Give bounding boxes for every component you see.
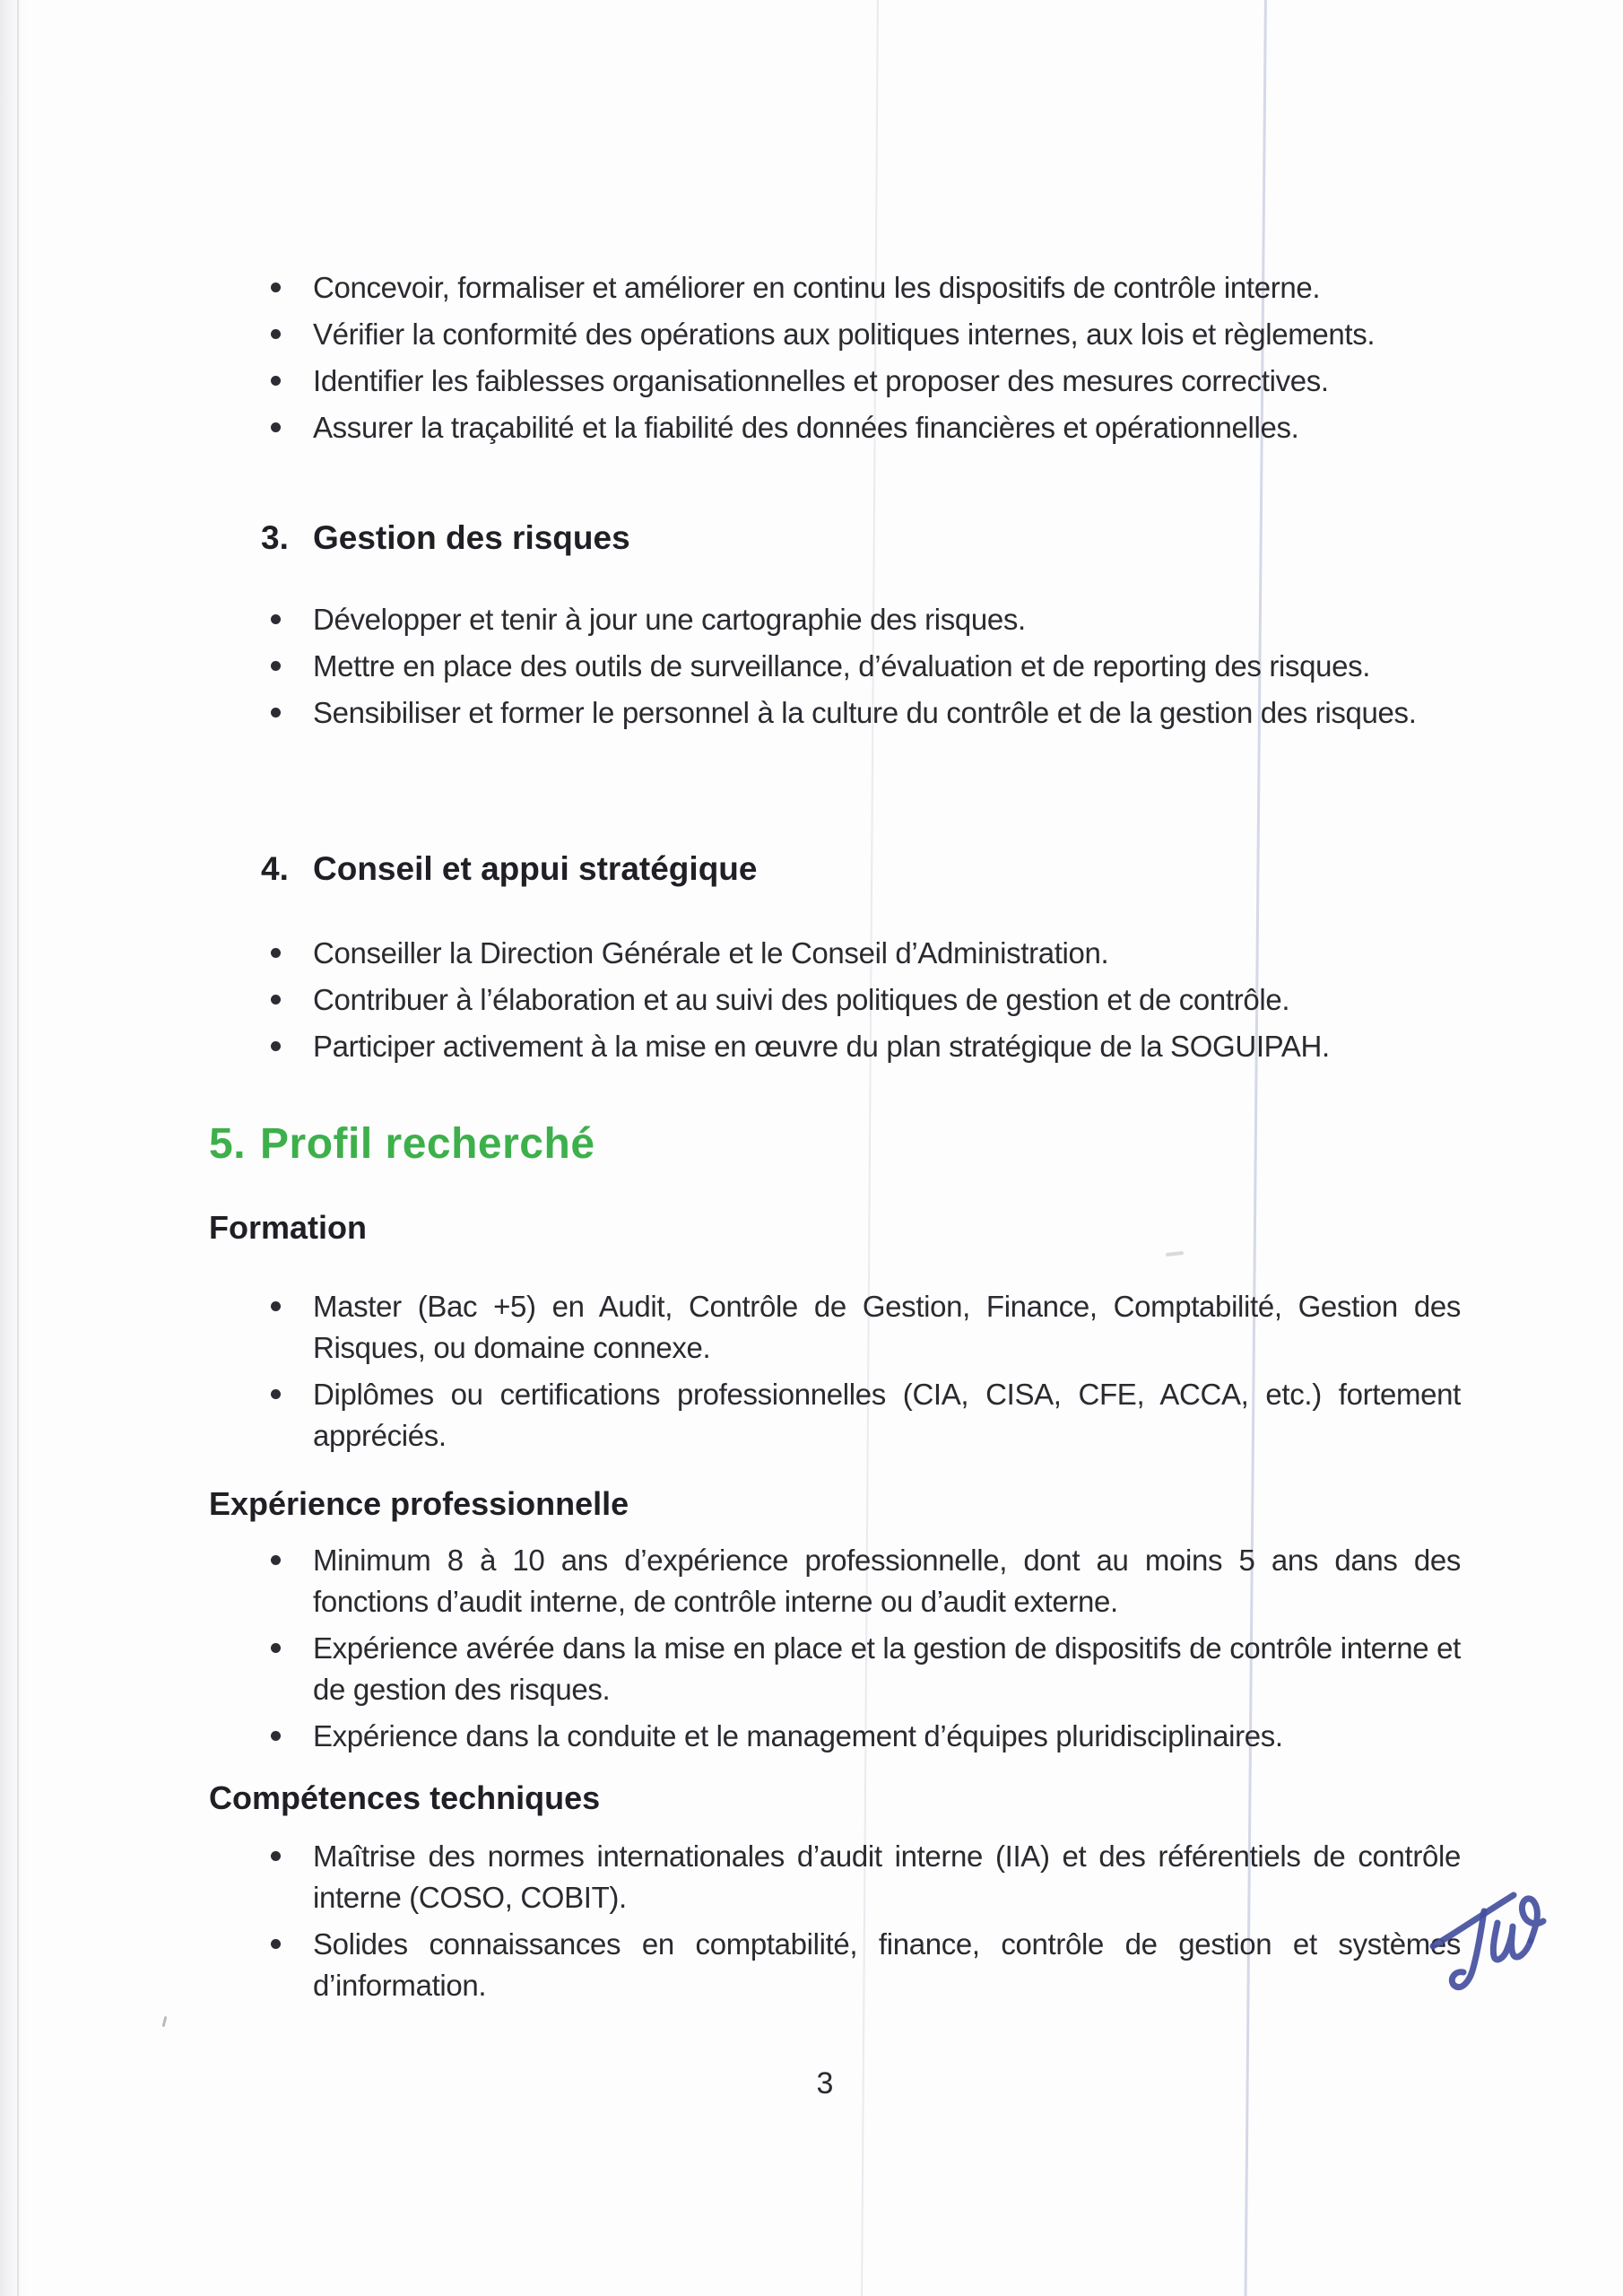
bullet-dot [271,422,281,432]
bullet-dot [271,283,281,292]
bullet-dot [271,995,281,1004]
list-item [264,361,1462,402]
section-number: 3. [261,519,289,556]
bullet-dot [271,1939,281,1949]
section-number: 4. [261,850,289,887]
subsection-heading: Formation [209,1209,367,1246]
bullet-text: Minimum 8 à 10 ans d’expérience professionnelle, dont au moins 5 ans dans des fonctions d’audit interne, de contrôle interne ou d’audit externe. [313,1544,1461,1618]
scan-tick-mark [162,2016,168,2027]
bullet-dot [271,376,281,386]
section-4-bullets [264,933,1462,1073]
formation-bullets [264,1286,1462,1462]
scan-left-edge-line [17,0,19,2296]
list-item [264,1026,1462,1067]
bullet-dot [271,1389,281,1399]
page-number: 3 [816,2066,834,2100]
bullet-text: Contribuer à l’élaboration et au suivi des politiques de gestion et de contrôle. [313,983,1290,1016]
list-item [264,1286,1462,1369]
bullet-dot [271,948,281,958]
bullet-dot [271,1851,281,1861]
competences-bullets [264,1836,1462,2012]
bullet-text: Diplômes ou certifications professionnelles (CIA, CISA, CFE, ACCA, etc.) fortement appréciés. [313,1378,1461,1452]
bullet-text: Vérifier la conformité des opérations aux politiques internes, aux lois et règlements. [313,317,1376,351]
subsection-heading: Expérience professionnelle [209,1485,629,1522]
bullet-dot [271,661,281,671]
section-3 [261,516,630,561]
section-title: Gestion des risques [313,519,630,556]
list-item [264,692,1462,734]
main-heading [209,1118,595,1171]
bullet-text: Mettre en place des outils de surveillance, d’évaluation et de reporting des risques. [313,649,1371,683]
bullet-text: Master (Bac +5) en Audit, Contrôle de Gestion, Finance, Comptabilité, Gestion des Risques, ou domaine connexe. [313,1290,1461,1364]
list-item [264,1374,1462,1457]
section-heading [261,516,630,561]
bullet-dot [271,1041,281,1051]
signature [1428,1889,1562,2004]
bullet-dot [271,708,281,718]
bullet-text: Expérience dans la conduite et le management d’équipes pluridisciplinaires. [313,1719,1283,1752]
bullet-dot [271,1731,281,1741]
list-item [264,646,1462,687]
section-5 [209,1118,595,1171]
list-item [264,407,1462,448]
subsection-experience [209,1483,629,1526]
section-3-bullets [264,599,1462,739]
intro-bullet-list [264,267,1462,454]
main-heading-number: 5. [209,1120,247,1168]
bullet-text: Expérience avérée dans la mise en place et la gestion de dispositifs de contrôle interne et de gestion des risques. [313,1631,1461,1706]
bullet-dot [271,1555,281,1565]
list-item [264,1540,1462,1622]
bullet-text: Participer activement à la mise en œuvre du plan stratégique de la SOGUIPAH. [313,1030,1330,1063]
experience-bullets [264,1540,1462,1762]
bullet-dot [271,1643,281,1653]
bullet-dot [271,614,281,624]
bullet-text: Sensibiliser et former le personnel à la culture du contrôle et de la gestion des risques. [313,696,1417,729]
scan-speck [1166,1251,1184,1257]
bullet-text: Identifier les faiblesses organisationnelles et proposer des mesures correctives. [313,364,1329,397]
bullet-text: Développer et tenir à jour une cartographie des risques. [313,603,1026,636]
list-item [264,979,1462,1021]
subsection-heading: Compétences techniques [209,1779,601,1816]
list-item [264,1716,1462,1757]
list-item [264,599,1462,640]
list-item [264,1628,1462,1710]
subsection-formation [209,1206,367,1249]
list-item [264,267,1462,309]
bullet-text: Concevoir, formaliser et améliorer en continu les dispositifs de contrôle interne. [313,271,1321,304]
scan-left-edge [0,0,27,2296]
bullet-dot [271,1301,281,1311]
bullet-dot [271,329,281,339]
list-item [264,1924,1462,2006]
subsection-competences [209,1777,600,1820]
list-item [264,1836,1462,1918]
section-heading [261,847,757,891]
list-item [264,933,1462,974]
bullet-text: Assurer la traçabilité et la fiabilité des données financières et opérationnelles. [313,411,1299,444]
section-4 [261,847,757,891]
section-title: Conseil et appui stratégique [313,850,758,887]
list-item [264,314,1462,355]
bullet-text: Solides connaissances en comptabilité, finance, contrôle de gestion et systèmes d’information. [313,1927,1461,2002]
main-heading-title: Profil recherché [260,1120,595,1168]
bullet-text: Maîtrise des normes internationales d’audit interne (IIA) et des référentiels de contrôle interne (COSO, COBIT). [313,1839,1461,1914]
bullet-text: Conseiller la Direction Générale et le Conseil d’Administration. [313,936,1109,970]
